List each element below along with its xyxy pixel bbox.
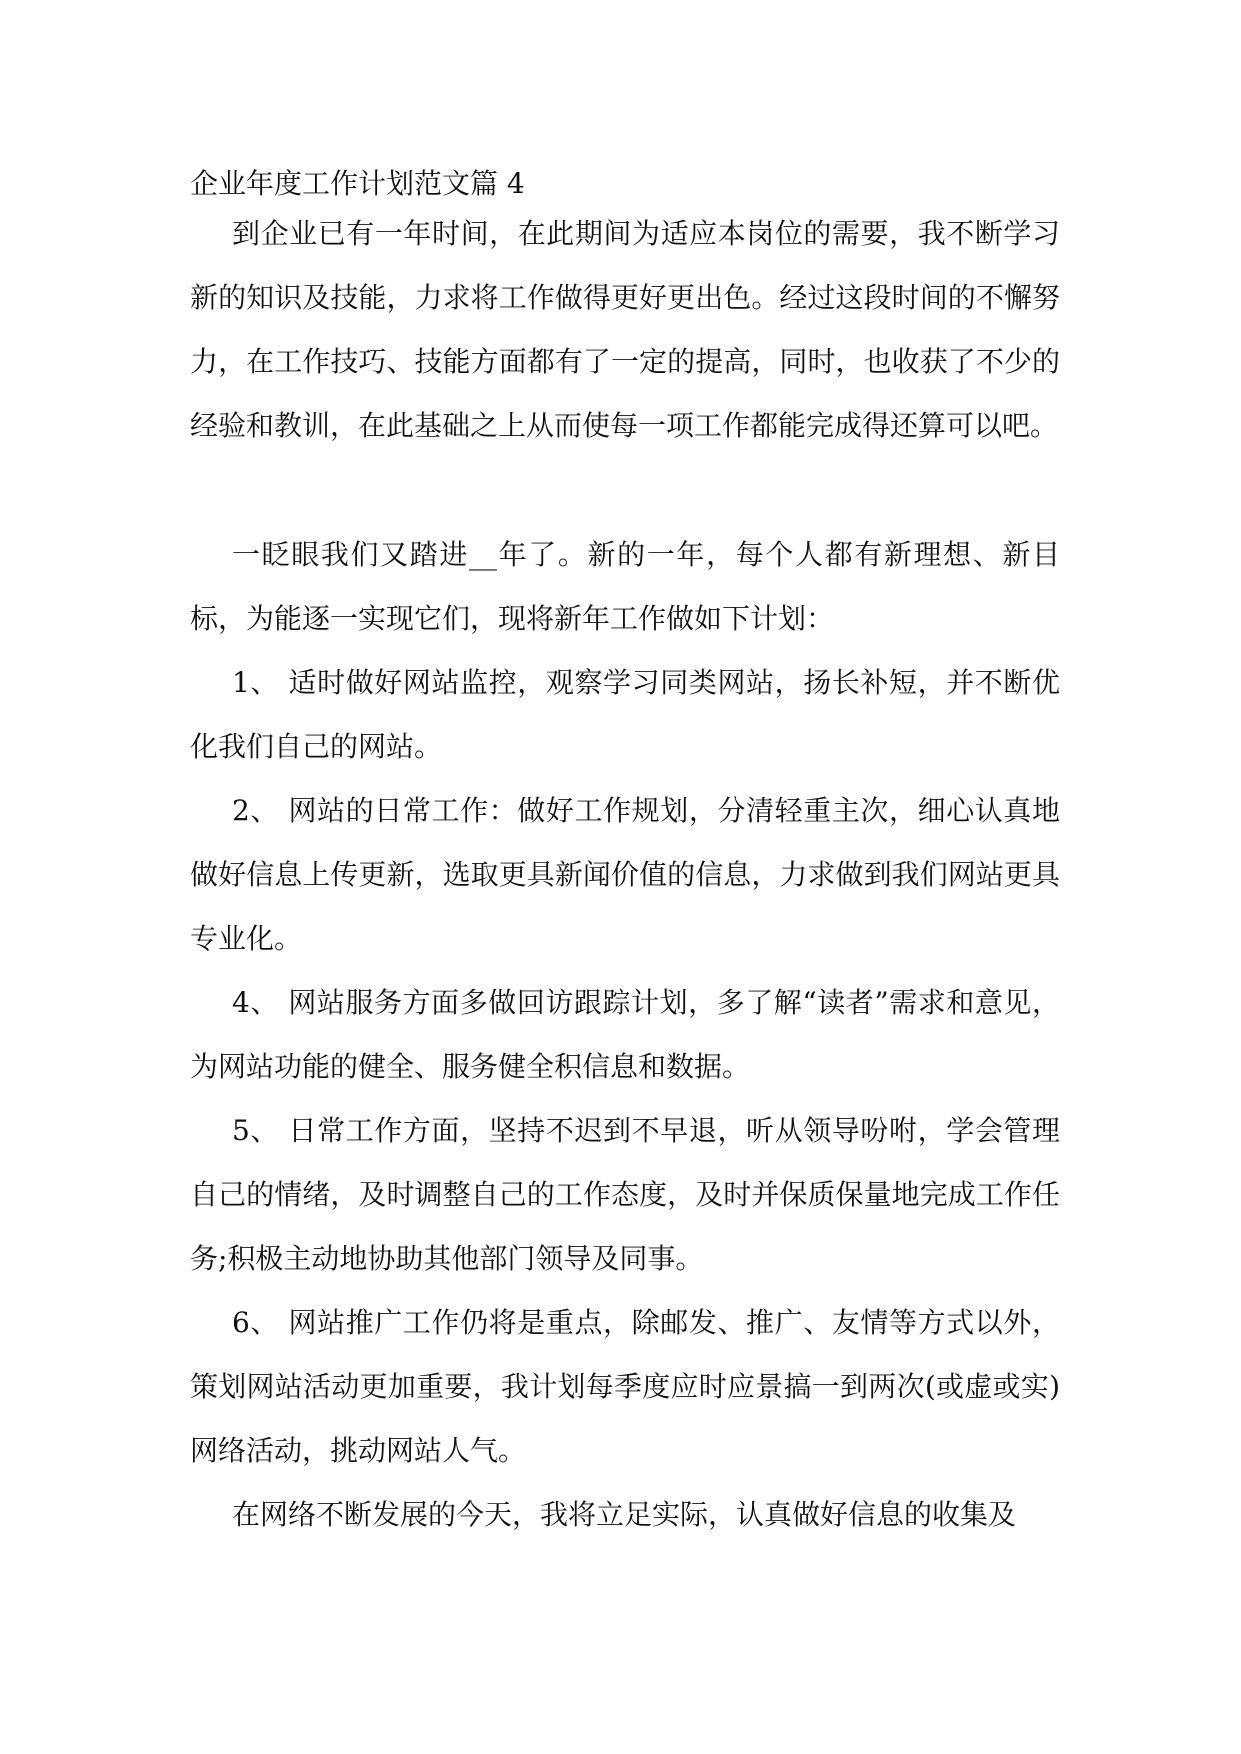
plan-item-2: 2、 网站的日常工作：做好工作规划，分清轻重主次，细心认真地做好信息上传更新，选取更具新闻价值的信息，力求做到我们网站更具专业化。 xyxy=(190,794,1060,955)
paragraph-closing: 在网络不断发展的今天，我将立足实际，认真做好信息的收集及 xyxy=(232,1498,1017,1531)
plan-item-6: 6、 网站推广工作仍将是重点，除邮发、推广、友情等方式以外，策划网站活动更加重要，我计划每季度应时应景搞一到两次(或虚或实)网络活动，挑动网站人气。 xyxy=(190,1306,1060,1467)
plan-item-1: 1、 适时做好网站监控，观察学习同类网站，扬长补短，并不断优化我们自己的网站。 xyxy=(190,666,1060,763)
paragraph-new-year: 一眨眼我们又踏进__年了。新的一年，每个人都有新理想、新目标，为能逐一实现它们，现将新年工作做如下计划： xyxy=(190,538,1060,635)
paragraph-intro: 到企业已有一年时间，在此期间为适应本岗位的需要，我不断学习新的知识及技能，力求将工作做得更好更出色。经过这段时间的不懈努力，在工作技巧、技能方面都有了一定的提高，同时，也收获了不少的经验和教训，在此基础之上从而使每一项工作都能完成得还算可以吧。 xyxy=(190,217,1060,442)
plan-item-5: 5、 日常工作方面，坚持不迟到不早退，听从领导吩咐，学会管理自己的情绪，及时调整自己的工作态度，及时并保质保量地完成工作任务;积极主动地协助其他部门领导及同事。 xyxy=(190,1114,1060,1275)
document-title: 企业年度工作计划范文篇 4 xyxy=(190,167,525,200)
plan-item-4: 4、 网站服务方面多做回访跟踪计划，多了解“读者”需求和意见，为网站功能的健全、服务健全积信息和数据。 xyxy=(190,986,1060,1083)
